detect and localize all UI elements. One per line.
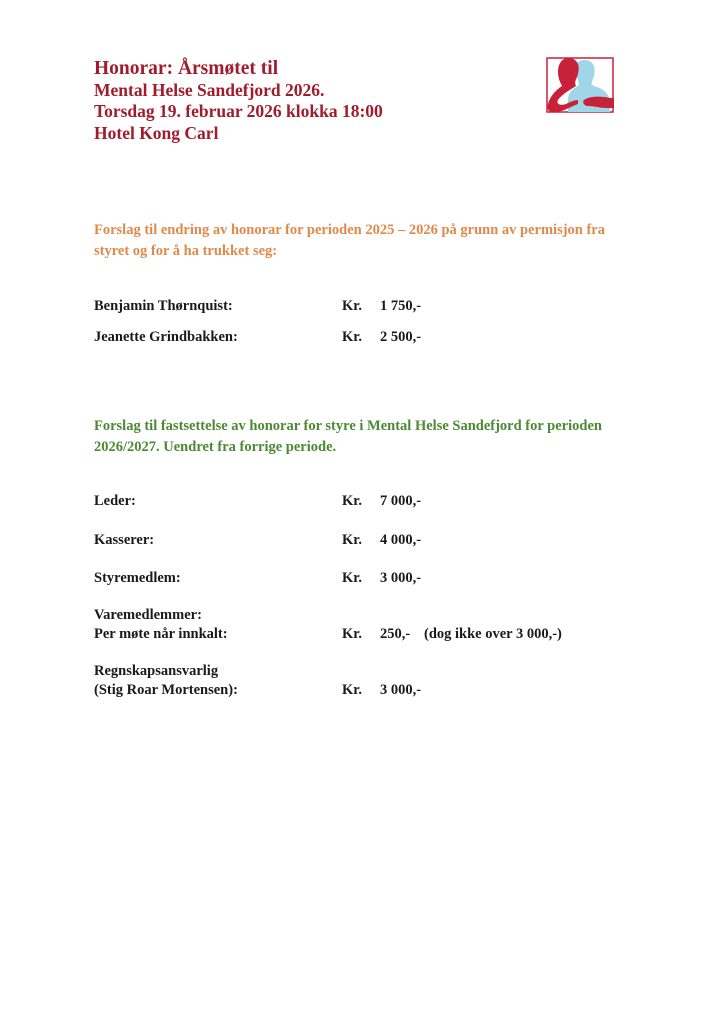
row-label: Benjamin Thørnquist: [94, 298, 233, 314]
row-currency: Kr. [342, 682, 363, 698]
title-line: Hotel Kong Carl [94, 122, 219, 143]
row-amount: 4 000,- [380, 532, 422, 548]
row-amount: 1 750,- [380, 298, 422, 314]
row-label: Kasserer: [94, 532, 155, 548]
row-label: Leder: [94, 493, 136, 509]
row-currency: Kr. [342, 532, 363, 548]
row-label-line1: Varemedlemmer: [94, 607, 202, 623]
row-label-line1: Regnskapsansvarlig [94, 663, 219, 679]
title-line: Honorar: Årsmøtet til [94, 58, 279, 79]
row-amount: 2 500,- [380, 329, 422, 345]
row-amount: 250,- [380, 626, 411, 642]
row-currency: Kr. [342, 493, 363, 509]
row-currency: Kr. [342, 298, 363, 314]
title-line: Mental Helse Sandefjord 2026. [94, 79, 325, 100]
row-note: (dog ikke over 3 000,-) [424, 626, 562, 642]
section2-heading: Forslag til fastsettelse av honorar for styre i Mental Helse Sandefjord for perioden 2026/2027. Uendret fra forrige periode. [94, 418, 602, 455]
row-amount: 3 000,- [380, 682, 422, 698]
row-label: Styremedlem: [94, 570, 181, 586]
row-label: Jeanette Grindbakken: [94, 329, 238, 345]
section1-heading: Forslag til endring av honorar for perioden 2025 – 2026 på grunn av permisjon fra styret og for å ha trukket seg: [94, 222, 605, 259]
row-currency: Kr. [342, 329, 363, 345]
mental-helse-logo-icon [544, 56, 616, 116]
row-amount: 7 000,- [380, 493, 422, 509]
title-line: Torsdag 19. februar 2026 klokka 18:00 [94, 101, 383, 121]
row-currency: Kr. [342, 570, 363, 586]
document-title [94, 58, 383, 144]
row-currency: Kr. [342, 626, 363, 642]
row-label: Per møte når innkalt: [94, 626, 228, 642]
row-label: (Stig Roar Mortensen): [94, 682, 238, 698]
row-amount: 3 000,- [380, 570, 422, 586]
